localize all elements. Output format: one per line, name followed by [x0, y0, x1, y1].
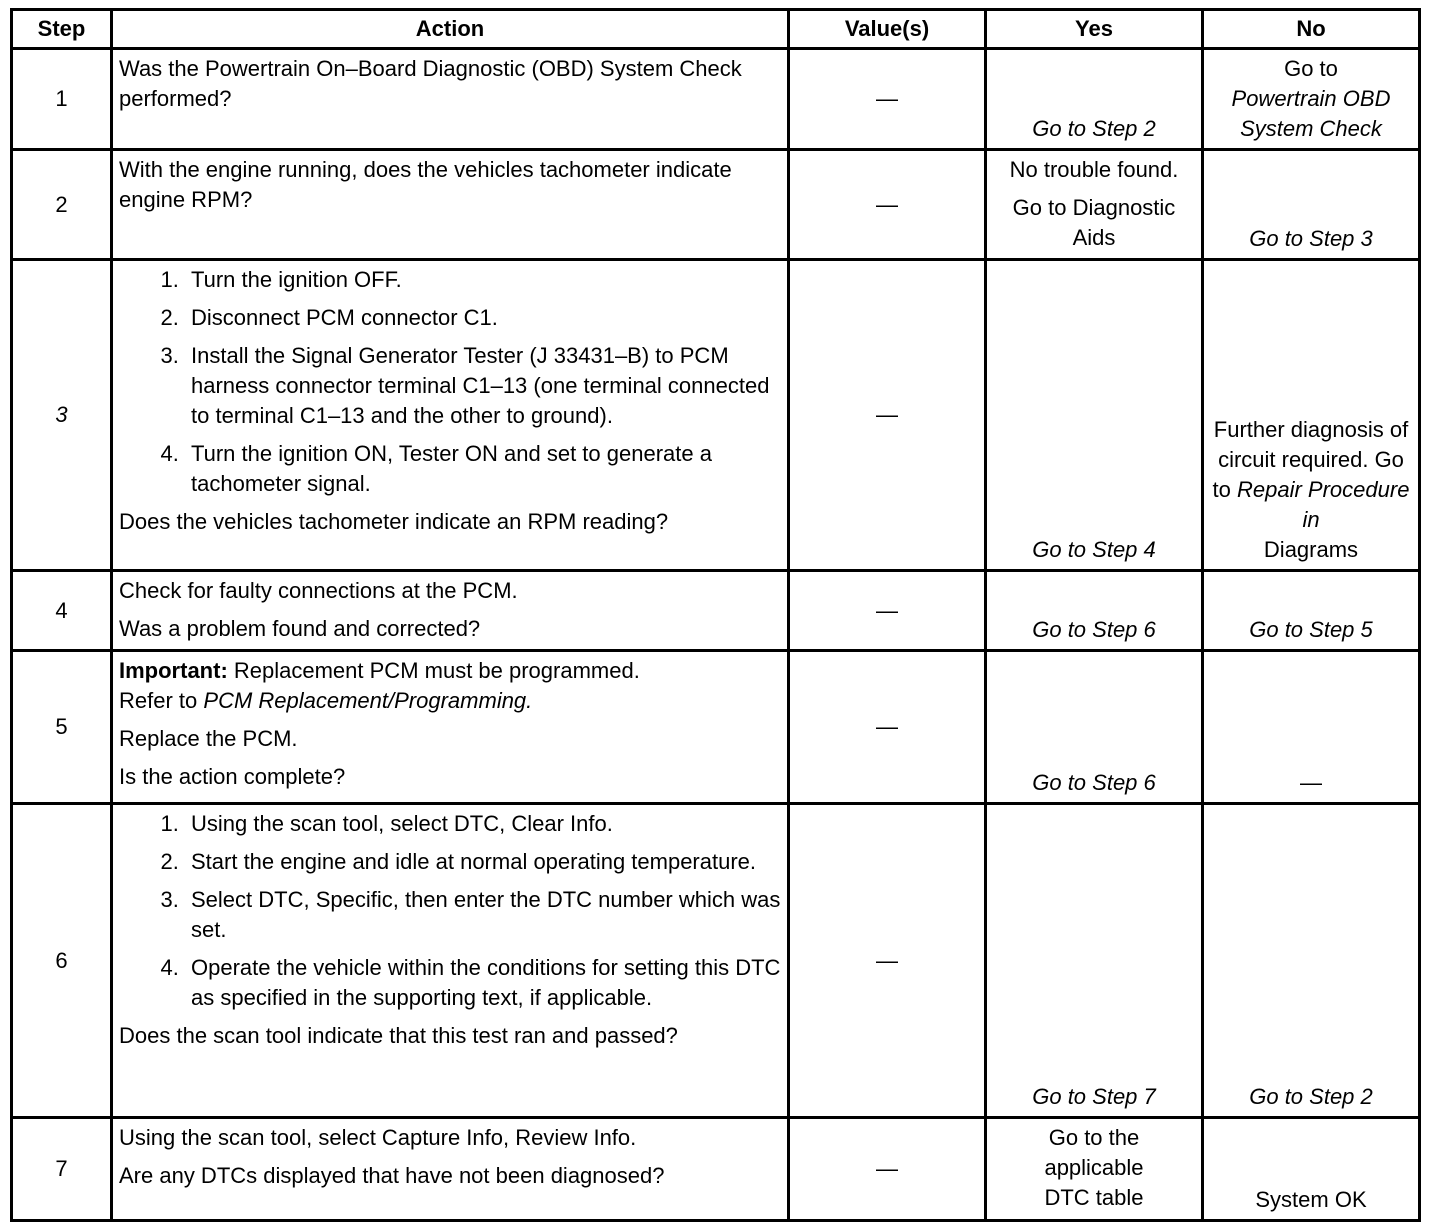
- step-number: 5: [12, 651, 112, 804]
- list-item: 2. Start the engine and idle at normal operating temperature.: [185, 847, 781, 877]
- yes-link[interactable]: Go to Step 6: [1032, 770, 1156, 795]
- action-list: [119, 265, 781, 499]
- value-cell: —: [789, 1118, 986, 1221]
- step-number: 7: [12, 1118, 112, 1221]
- yes-link[interactable]: Go to the applicable DTC table: [1044, 1125, 1144, 1210]
- action-question: Are any DTCs displayed that have not been diagnosed?: [119, 1163, 665, 1188]
- table-row-step-7: [12, 1118, 1420, 1221]
- yes-cell: [986, 571, 1203, 651]
- value-cell: —: [789, 150, 986, 260]
- important-note: [119, 656, 781, 686]
- header-action: Action: [112, 10, 789, 49]
- no-link[interactable]: Go to Step 3: [1249, 226, 1373, 251]
- table-row-step-4: [12, 571, 1420, 651]
- no-suffix[interactable]: Diagrams: [1263, 537, 1359, 562]
- yes-cell: [986, 49, 1203, 150]
- step-number: 2: [12, 150, 112, 260]
- important-label: Important:: [119, 658, 228, 683]
- list-item: 4. Turn the ignition ON, Tester ON and set to generate a tachometer signal.: [185, 439, 781, 499]
- action-question: Does the scan tool indicate that this test ran and passed?: [119, 1023, 678, 1048]
- refer-prefix: Refer to: [119, 688, 198, 713]
- value-cell: —: [789, 571, 986, 651]
- no-cell: System OK: [1203, 1118, 1420, 1221]
- value-cell: —: [789, 49, 986, 150]
- yes-line-1: No trouble found.: [1009, 157, 1179, 182]
- action-cell: [112, 1118, 789, 1221]
- list-item: 3. Select DTC, Specific, then enter the DTC number which was set.: [185, 885, 781, 945]
- yes-cell: [986, 1118, 1203, 1221]
- list-item: 3. Install the Signal Generator Tester (J 33431–B) to PCM harness connector terminal C1–13 (one terminal connected to terminal C1–13 and the other to ground).: [185, 341, 781, 431]
- action-cell: [112, 571, 789, 651]
- list-item: 4. Operate the vehicle within the conditions for setting this DTC as specified in the supporting text, if applicable.: [185, 953, 781, 1013]
- yes-link[interactable]: Go to Step 2: [1032, 116, 1156, 141]
- table-row-step-1: [12, 49, 1420, 150]
- table-row-step-6: [12, 804, 1420, 1118]
- step-number: 4: [12, 571, 112, 651]
- yes-cell: [986, 150, 1203, 260]
- no-link[interactable]: Powertrain OBD System Check: [1231, 86, 1391, 141]
- yes-link[interactable]: Go to Step 4: [1032, 537, 1156, 562]
- action-text: Using the scan tool, select Capture Info, Review Info.: [119, 1125, 637, 1150]
- no-prefix: Go to: [1284, 56, 1338, 81]
- action-cell: [112, 804, 789, 1118]
- no-cell: [1203, 260, 1420, 571]
- action-list: [119, 809, 781, 1013]
- refer-line: [119, 686, 781, 716]
- table-row-step-3: [12, 260, 1420, 571]
- header-no: No: [1203, 10, 1420, 49]
- table-row-step-2: [12, 150, 1420, 260]
- action-question: Does the vehicles tachometer indicate an RPM reading?: [119, 509, 669, 534]
- yes-cell: [986, 651, 1203, 804]
- header-values: Value(s): [789, 10, 986, 49]
- yes-link[interactable]: Go to Step 6: [1032, 617, 1156, 642]
- yes-cell: [986, 804, 1203, 1118]
- table-row-step-5: [12, 651, 1420, 804]
- value-cell: —: [789, 260, 986, 571]
- list-item: 2. Disconnect PCM connector C1.: [185, 303, 781, 333]
- action-text: Was the Powertrain On–Board Diagnostic (OBD) System Check performed?: [112, 49, 789, 150]
- list-item: 1. Using the scan tool, select DTC, Clear Info.: [185, 809, 781, 839]
- action-cell: [112, 260, 789, 571]
- step-number: 3: [12, 260, 112, 571]
- value-cell: —: [789, 651, 986, 804]
- no-link[interactable]: Go to Step 5: [1249, 617, 1373, 642]
- step-number: 1: [12, 49, 112, 150]
- action-text: Replace the PCM.: [119, 726, 298, 751]
- list-item: 1. Turn the ignition OFF.: [185, 265, 781, 295]
- no-cell: [1203, 49, 1420, 150]
- no-cell: —: [1203, 651, 1420, 804]
- refer-link[interactable]: PCM Replacement/Programming.: [203, 688, 533, 713]
- step-number: 6: [12, 804, 112, 1118]
- action-text: Check for faulty connections at the PCM.: [119, 578, 518, 603]
- no-prefix: Further diagnosis of circuit required. Go to: [1212, 417, 1409, 502]
- no-cell: [1203, 150, 1420, 260]
- action-question: Was a problem found and corrected?: [119, 616, 481, 641]
- action-question: Is the action complete?: [119, 764, 346, 789]
- no-cell: [1203, 571, 1420, 651]
- header-row: [12, 10, 1420, 49]
- header-yes: Yes: [986, 10, 1203, 49]
- yes-line-2[interactable]: Go to Diagnostic Aids: [1012, 195, 1176, 250]
- no-cell: [1203, 804, 1420, 1118]
- action-cell: [112, 651, 789, 804]
- no-link[interactable]: Go to Step 2: [1249, 1084, 1373, 1109]
- no-link[interactable]: Repair Procedure in: [1237, 477, 1410, 532]
- diagnostic-table: [10, 8, 1421, 1222]
- important-text: Replacement PCM must be programmed.: [233, 658, 640, 683]
- yes-cell: [986, 260, 1203, 571]
- header-step: Step: [12, 10, 112, 49]
- yes-link[interactable]: Go to Step 7: [1032, 1084, 1156, 1109]
- action-text: With the engine running, does the vehicles tachometer indicate engine RPM?: [112, 150, 789, 260]
- value-cell: —: [789, 804, 986, 1118]
